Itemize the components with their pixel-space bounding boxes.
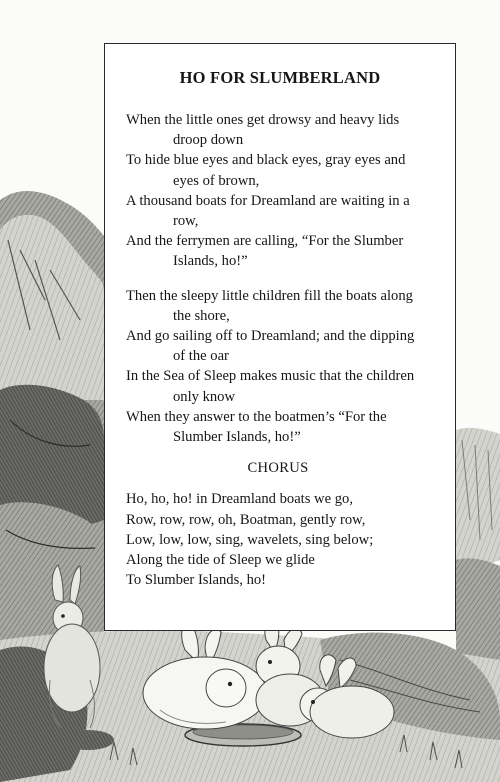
poem-line: Slumber Islands, ho!” (173, 429, 301, 446)
poem-line: A thousand boats for Dreamland are waiting in a (126, 192, 410, 209)
poem-line: Then the sleepy little children fill the boats along (126, 287, 413, 304)
poem-title: HO FOR SLUMBERLAND (179, 68, 381, 87)
stanza-gap (126, 272, 452, 286)
poem-line: of the oar (173, 348, 229, 365)
poem-line: And the ferrymen are calling, “For the Slumber (126, 233, 404, 250)
chorus-line: Ho, ho, ho! in Dreamland boats we go, (126, 491, 353, 508)
chorus-line: Row, row, row, oh, Boatman, gently row, (126, 511, 366, 528)
poem-line: only know (173, 388, 236, 405)
chorus-line: Low, low, low, sing, wavelets, sing below; (126, 531, 374, 548)
poem-line: droop down (173, 132, 244, 149)
poem-line: row, (173, 213, 199, 230)
chorus-line: To Slumber Islands, ho! (126, 572, 267, 589)
chorus-heading: CHORUS (247, 460, 309, 477)
poem-line: In the Sea of Sleep makes music that the children (126, 368, 415, 385)
poem-body (126, 110, 452, 590)
poem-line: When they answer to the boatmen’s “For the (126, 408, 387, 425)
left-rock-middle (0, 502, 104, 646)
poem-line: To hide blue eyes and black eyes, gray eyes and (126, 152, 406, 169)
chorus-line: Along the tide of Sleep we glide (126, 552, 315, 569)
stanza-gap (126, 478, 452, 489)
poem-line: Islands, ho!” (173, 253, 248, 270)
poem-line: eyes of brown, (173, 172, 260, 189)
poem-line: When the little ones get drowsy and heavy lids (126, 112, 400, 128)
poem-line: the shore, (173, 307, 230, 324)
stanza-gap (126, 447, 452, 458)
poem-panel (104, 43, 456, 631)
poem-line: And go sailing off to Dreamland; and the dipping (126, 328, 415, 345)
